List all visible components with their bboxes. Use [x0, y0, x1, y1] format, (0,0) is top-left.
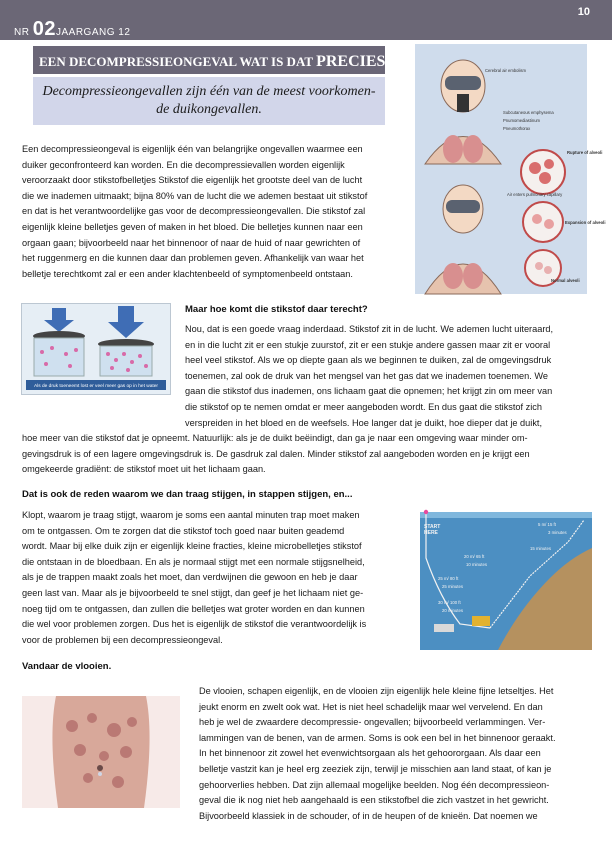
text-line: jeukt enorm en zwelt ook wat. Het is niet heel schadelijk maar wel vervelend. En dan	[199, 701, 543, 712]
label-rupture: Rupture of alveoli	[567, 150, 603, 155]
text-line: om te ontgassen. Om te zorgen dat die stikstof toch goed naar buiten geademd	[22, 525, 345, 536]
label-cerebral-embolism: Cerebral air embolism	[485, 68, 526, 73]
intro-paragraph	[22, 142, 402, 282]
label-normal: Normal alveoli	[551, 278, 580, 283]
text-line: verspreiden in het bloed en de weefsels. Hoe langer dat je duikt, hoe dieper dat je duikt,	[185, 417, 543, 428]
text-line: omgekeerde gradiënt: de stikstof moet uit het lichaam gaan.	[22, 464, 266, 475]
section-heading: Maar hoe komt die stikstof daar terecht?	[185, 304, 368, 315]
page-number: 10	[577, 6, 590, 18]
depth-label: 20 minutes	[442, 608, 464, 613]
text-line: duiker geconfronteerd kan worden. En die decompressievallen worden eigenlijk	[22, 159, 345, 170]
text-line: gevingsdruk is of een lagere omgevingsdruk is. De gasdruk zal dalen. Minder stikstof zal aangeboden worden en je krijgt een	[22, 448, 530, 459]
text-line: die we inademen uitmaakt; bijna 80% van de lucht die we ademen bestaat uit stikstof	[22, 190, 368, 201]
depth-label: 15 minutes	[530, 546, 552, 551]
section-heading: Dat is ook de reden waarom we dan traag stijgen, in stappen stijgen, en...	[22, 489, 353, 500]
issue-number: 02	[32, 18, 56, 40]
text-line: noeg tijd om te ontgassen, dan zullen die belletjes wat groter worden en dan kunnen	[22, 603, 365, 614]
text-line: Klopt, waarom je traag stijgt, waarom je soms een aantal minuten trap moet maken	[22, 510, 360, 520]
title-box	[33, 46, 394, 74]
text-line: Een decompressieongeval is eigenlijk één van belangrijke ongevallen waarmee een	[22, 144, 363, 154]
text-line: die wel voor problemen zorgen. Dus het is eigenlijk de stikstof die verantwoordelijk is	[22, 619, 367, 630]
anatomy-illustration	[415, 44, 606, 294]
label-air-enters: Air enters pulmonary capillary	[507, 192, 563, 197]
text-line: eigenlijk kleine belletjes geven of maken in het bloed. Die belletjes kunnen naar een	[22, 221, 363, 232]
issue-label	[14, 18, 130, 41]
text-line: heb je wel de zwaardere decompressie- ongevallen; bijvoorbeeld verlammingen. Ver-	[199, 717, 546, 728]
label-pneumomediastinum: Pnumomediastinum	[503, 118, 541, 123]
pressure-illustration	[22, 304, 170, 394]
label-pneumothorax: Pneumothorax	[503, 126, 531, 131]
section1-paragraph-narrow	[185, 322, 595, 431]
depth-label: 5 m/ 15 ft	[538, 522, 556, 527]
text-line: en dat is het verantwoordelijke gas voor de decompressieongevallen. Die stikstof zal	[22, 206, 366, 217]
anatomy-figure	[415, 44, 606, 294]
depth-label: 25 m/ 80 ft	[438, 576, 459, 581]
title-text: EEN DECOMPRESSIEONGEVAL WAT IS DAT	[39, 54, 313, 69]
section2-paragraph	[22, 508, 412, 648]
title-emphasis: PRECIES?	[316, 53, 394, 70]
text-line: gaan die stikstof dus inademen, ons lichaam gaat die opnemen; het krijgt zin om meer van	[185, 386, 553, 397]
article-subtitle	[33, 83, 385, 119]
text-line: gehoorverlies hebben. Dat zijn allemaal mogelijke beelden. Nog één decompressieon-	[199, 779, 550, 790]
text-line: lammingen van de benen, van de armen. Soms is ook een bel in het binnenoor geraakt.	[199, 732, 556, 743]
depth-label: 10 minutes	[466, 562, 488, 567]
depth-label: 20 m/ 65 ft	[464, 554, 485, 559]
dive-profile-figure	[420, 498, 592, 650]
subtitle-line: de duikongevallen.	[156, 102, 262, 117]
text-line: het ruggenmerg en die kunnen daar dan problemen geven. Afhankelijk van waar het	[22, 253, 364, 264]
text-line: als je de trappen maakt zoals het moet, dan verdwijnen die gewoon en heb je daar	[22, 572, 358, 583]
article-title	[39, 53, 393, 71]
subtitle-box	[33, 77, 385, 125]
text-line: In het binnenoor zit zowel het evenwichtsorgaan als het gehoororgaan. Als daar een	[199, 748, 541, 759]
skin-photo	[22, 696, 180, 808]
text-line: orgaan gaan; bijvoorbeeld naar het binnenoor of naar de huid of naar gewrichten of	[22, 237, 361, 248]
pressure-figure	[21, 303, 171, 395]
text-line: voor de problemen bij een decompressieongeval.	[22, 634, 223, 645]
subtitle-line: Decompressieongevallen zijn één van de meest voorkomen-	[42, 84, 376, 99]
label-subcutaneous: Subcutaneous emphysema	[503, 110, 554, 115]
text-line: heel veel stikstof. Als we op diepte gaan als we beginnen te duiken, zal de omgevingsdruk	[185, 355, 552, 366]
text-line: toenemen, zal ook de druk van het mengsel van het gas dat we inademen toenemen. We	[185, 370, 548, 381]
depth-label: 25 minutes	[442, 584, 464, 589]
skin-photo-illustration	[22, 696, 180, 808]
dive-profile-illustration	[420, 498, 592, 650]
text-line: Nou, dat is een goede vraag inderdaad. Stikstof zit in de lucht. We ademen lucht uiteraard,	[185, 324, 554, 334]
text-line: veroorzaakt door stikstofbelletjes Stikstof die eigenlijk het grootste deel van de lucht	[22, 175, 363, 186]
section3-paragraph	[199, 684, 599, 824]
section1-paragraph-full	[22, 431, 602, 478]
dive-start-label: START	[424, 524, 441, 530]
dive-here-label: HERE	[424, 530, 438, 536]
issue-prefix: NR	[14, 27, 30, 38]
volume-label: JAARGANG 12	[55, 27, 131, 38]
text-line: die ontstaan in de bloedbaan. En als je normaal stijgt met een normale stijgsnelheid,	[22, 556, 365, 567]
depth-label: 3 minutes	[548, 530, 567, 535]
label-expansion: Expansion of alveoli	[565, 220, 606, 225]
text-line: en in die lucht zit er een stukje zuurstof, zit er een stukje andere gassen maar zit er vooral	[185, 339, 551, 350]
text-line: wordt. Maar bij elke duik zijn er eigenlijk kleine fracties, kleine microbelletjes stikstof	[22, 541, 362, 552]
depth-label: 30 m/ 100 ft	[438, 600, 461, 605]
text-line: belletje vastzit kan je heel erg zeeziek zijn, terwijl je misschien aan land staat, of kan je	[199, 763, 552, 774]
pressure-caption: Als de druk toeneemt lost er veel meer gas op in het water	[34, 384, 158, 389]
text-line: De vlooien, schapen eigenlijk, en de vlooien zijn eigenlijk hele kleine fijne letseltjes. Het	[199, 686, 554, 696]
text-line: belletje terechtkomt zal er een ander klachtenbeeld of symptomenbeeld ontstaan.	[22, 268, 353, 279]
section-heading: Vandaar de vlooien.	[22, 661, 112, 672]
header-bar	[0, 0, 612, 40]
text-line: geval die ik nog niet heb aangehaald is een stikstofbel die zich vastzet in het gewricht.	[199, 795, 549, 806]
text-line: hoe meer van die stikstof dat je opneemt. Natuurlijk: als je de duikt beëindigt, dan ga je naar een omgeving waar minder om-	[22, 433, 528, 443]
text-line: Bijvoorbeeld klassiek in de schouder, of in de heupen of de knieën. Dat noemen we	[199, 810, 538, 821]
text-line: die stikstof op te nemen omdat er meer aangeboden wordt. En dus gaat die stikstof zich	[185, 401, 542, 412]
text-line: geen last van. Maar als je bijvoorbeeld te snel stijgt, dan geef je het lichaam niet ge-	[22, 587, 364, 598]
